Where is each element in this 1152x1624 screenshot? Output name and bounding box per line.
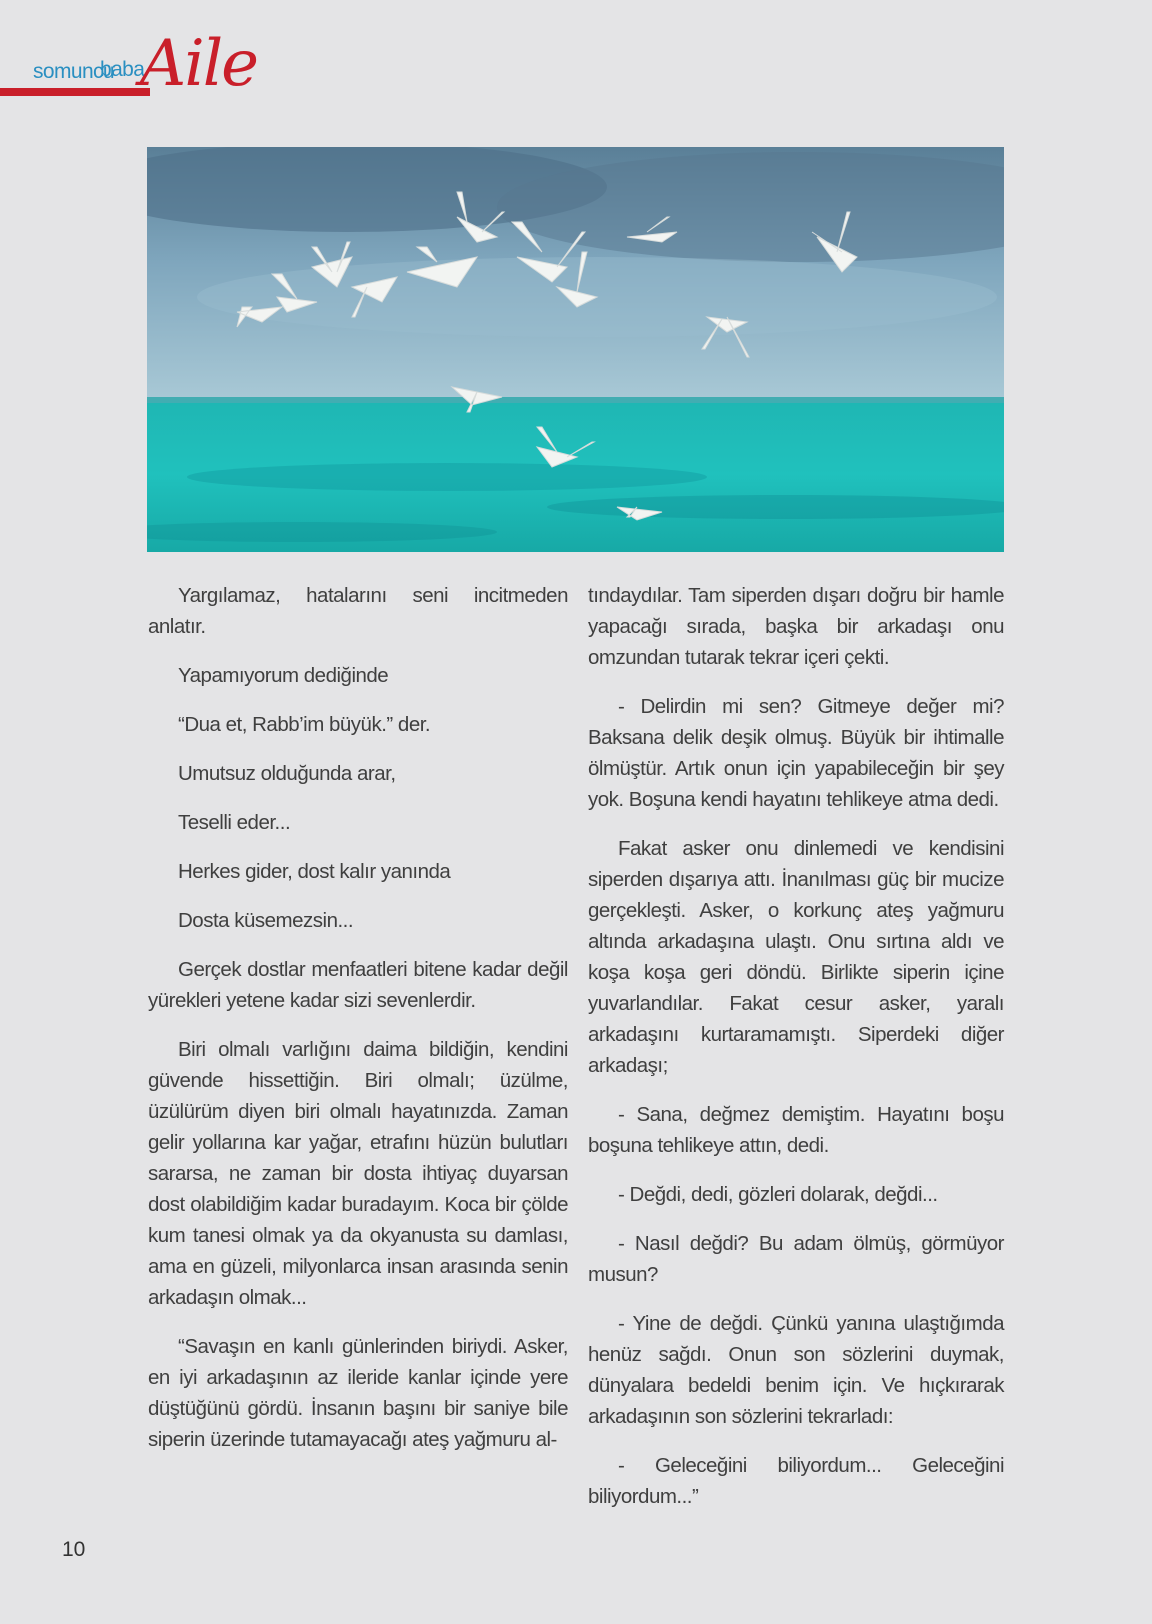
paragraph: Biri olmalı varlığını daima bildiğin, kendini güvende hissettiğin. Biri olmalı; üzülme, üzülürüm diyen biri olmalı hayatınızda. Zaman gelir yollarına kar yağar, etrafını hüzün bulutları sararsa, ne zaman bir dosta ihtiyaç duyarsan dost olabildiğim kadar buradayım. Koca bir çölde kum tanesi olmak ya da okyanusta su damlası, ama en güzeli, milyonlarca insan arasında senin arkadaşın olmak... [148,1038,568,1309]
paragraph: - Geleceğini biliyordum... Geleceğini biliyordum...” [588,1454,1004,1508]
paragraph: - Değdi, dedi, gözleri dolarak, değdi... [618,1183,938,1206]
right-text-column [588,580,1004,1530]
left-text-column [148,580,568,1473]
paragraph: Gerçek dostlar menfaatleri bitene kadar değil yürekleri yetene kadar sizi sevenlerdir. [148,958,568,1012]
paragraph: Teselli eder... [178,811,291,834]
paragraph: “Savaşın en kanlı günlerinden biriydi. Asker, en iyi arkadaşının az ileride kanlar içinde yere düştüğünü gördü. İnsanın başını bir saniye bile siperin üzerinde tutamayacağı ateş yağmuru al- [148,1335,568,1451]
magazine-header [0,27,260,108]
paragraph: - Nasıl değdi? Bu adam ölmüş, görmüyor musun? [588,1232,1004,1286]
paragraph: Yapamıyorum dediğinde [178,664,389,687]
paragraph: - Sana, değmez demiştim. Hayatını boşu boşuna tehlikeye attın, dedi. [588,1103,1004,1157]
seabirds-over-ocean-photo [147,147,1004,552]
page-number: 10 [62,1538,86,1561]
header-red-bar [0,88,150,96]
paragraph: Herkes gider, dost kalır yanında [178,860,451,883]
paragraph: - Yine de değdi. Çünkü yanına ulaştığımda henüz sağdı. Onun son sözlerini duymak, dünyalara bedeldi benim için. Ve hıçkırarak arkadaşının son sözlerini tekrarladı: [588,1312,1004,1428]
paragraph: Fakat asker onu dinlemedi ve kendisini siperden dışarıya attı. İnanılması güç bir mucize gerçekleşti. Asker, o korkunç ateş yağmuru altında arkadaşına ulaştı. Onu sırtına aldı ve koşa koşa geri döndü. Birlikte siperin içine yuvarlandılar. Fakat cesur asker, yaralı arkadaşını kurtaramamıştı. Siperdeki diğer arkadaşı; [588,837,1004,1077]
paragraph: - Delirdin mi sen? Gitmeye değer mi? Baksana delik deşik olmuş. Büyük bir ihtimalle ölmüştür. Artık onun için yapabileceğin bir şey yok. Boşuna kendi hayatını tehlikeye atma dedi. [588,695,1004,811]
paragraph: Yargılamaz, hatalarını seni incitmeden anlatır. [148,584,568,638]
paragraph: Umutsuz olduğunda arar, [178,762,396,785]
paragraph: tındaydılar. Tam siperden dışarı doğru bir hamle yapacağı sırada, başka bir arkadaşı onu omzundan tutarak tekrar içeri çekti. [588,584,1004,669]
brand-aile-title: Aile [140,27,258,101]
brand-baba: baba [100,58,145,81]
paragraph: “Dua et, Rabb’im büyük.” der. [178,713,431,736]
brand-somuncu: somuncu [33,60,115,83]
paragraph: Dosta küsemezsin... [178,909,354,932]
